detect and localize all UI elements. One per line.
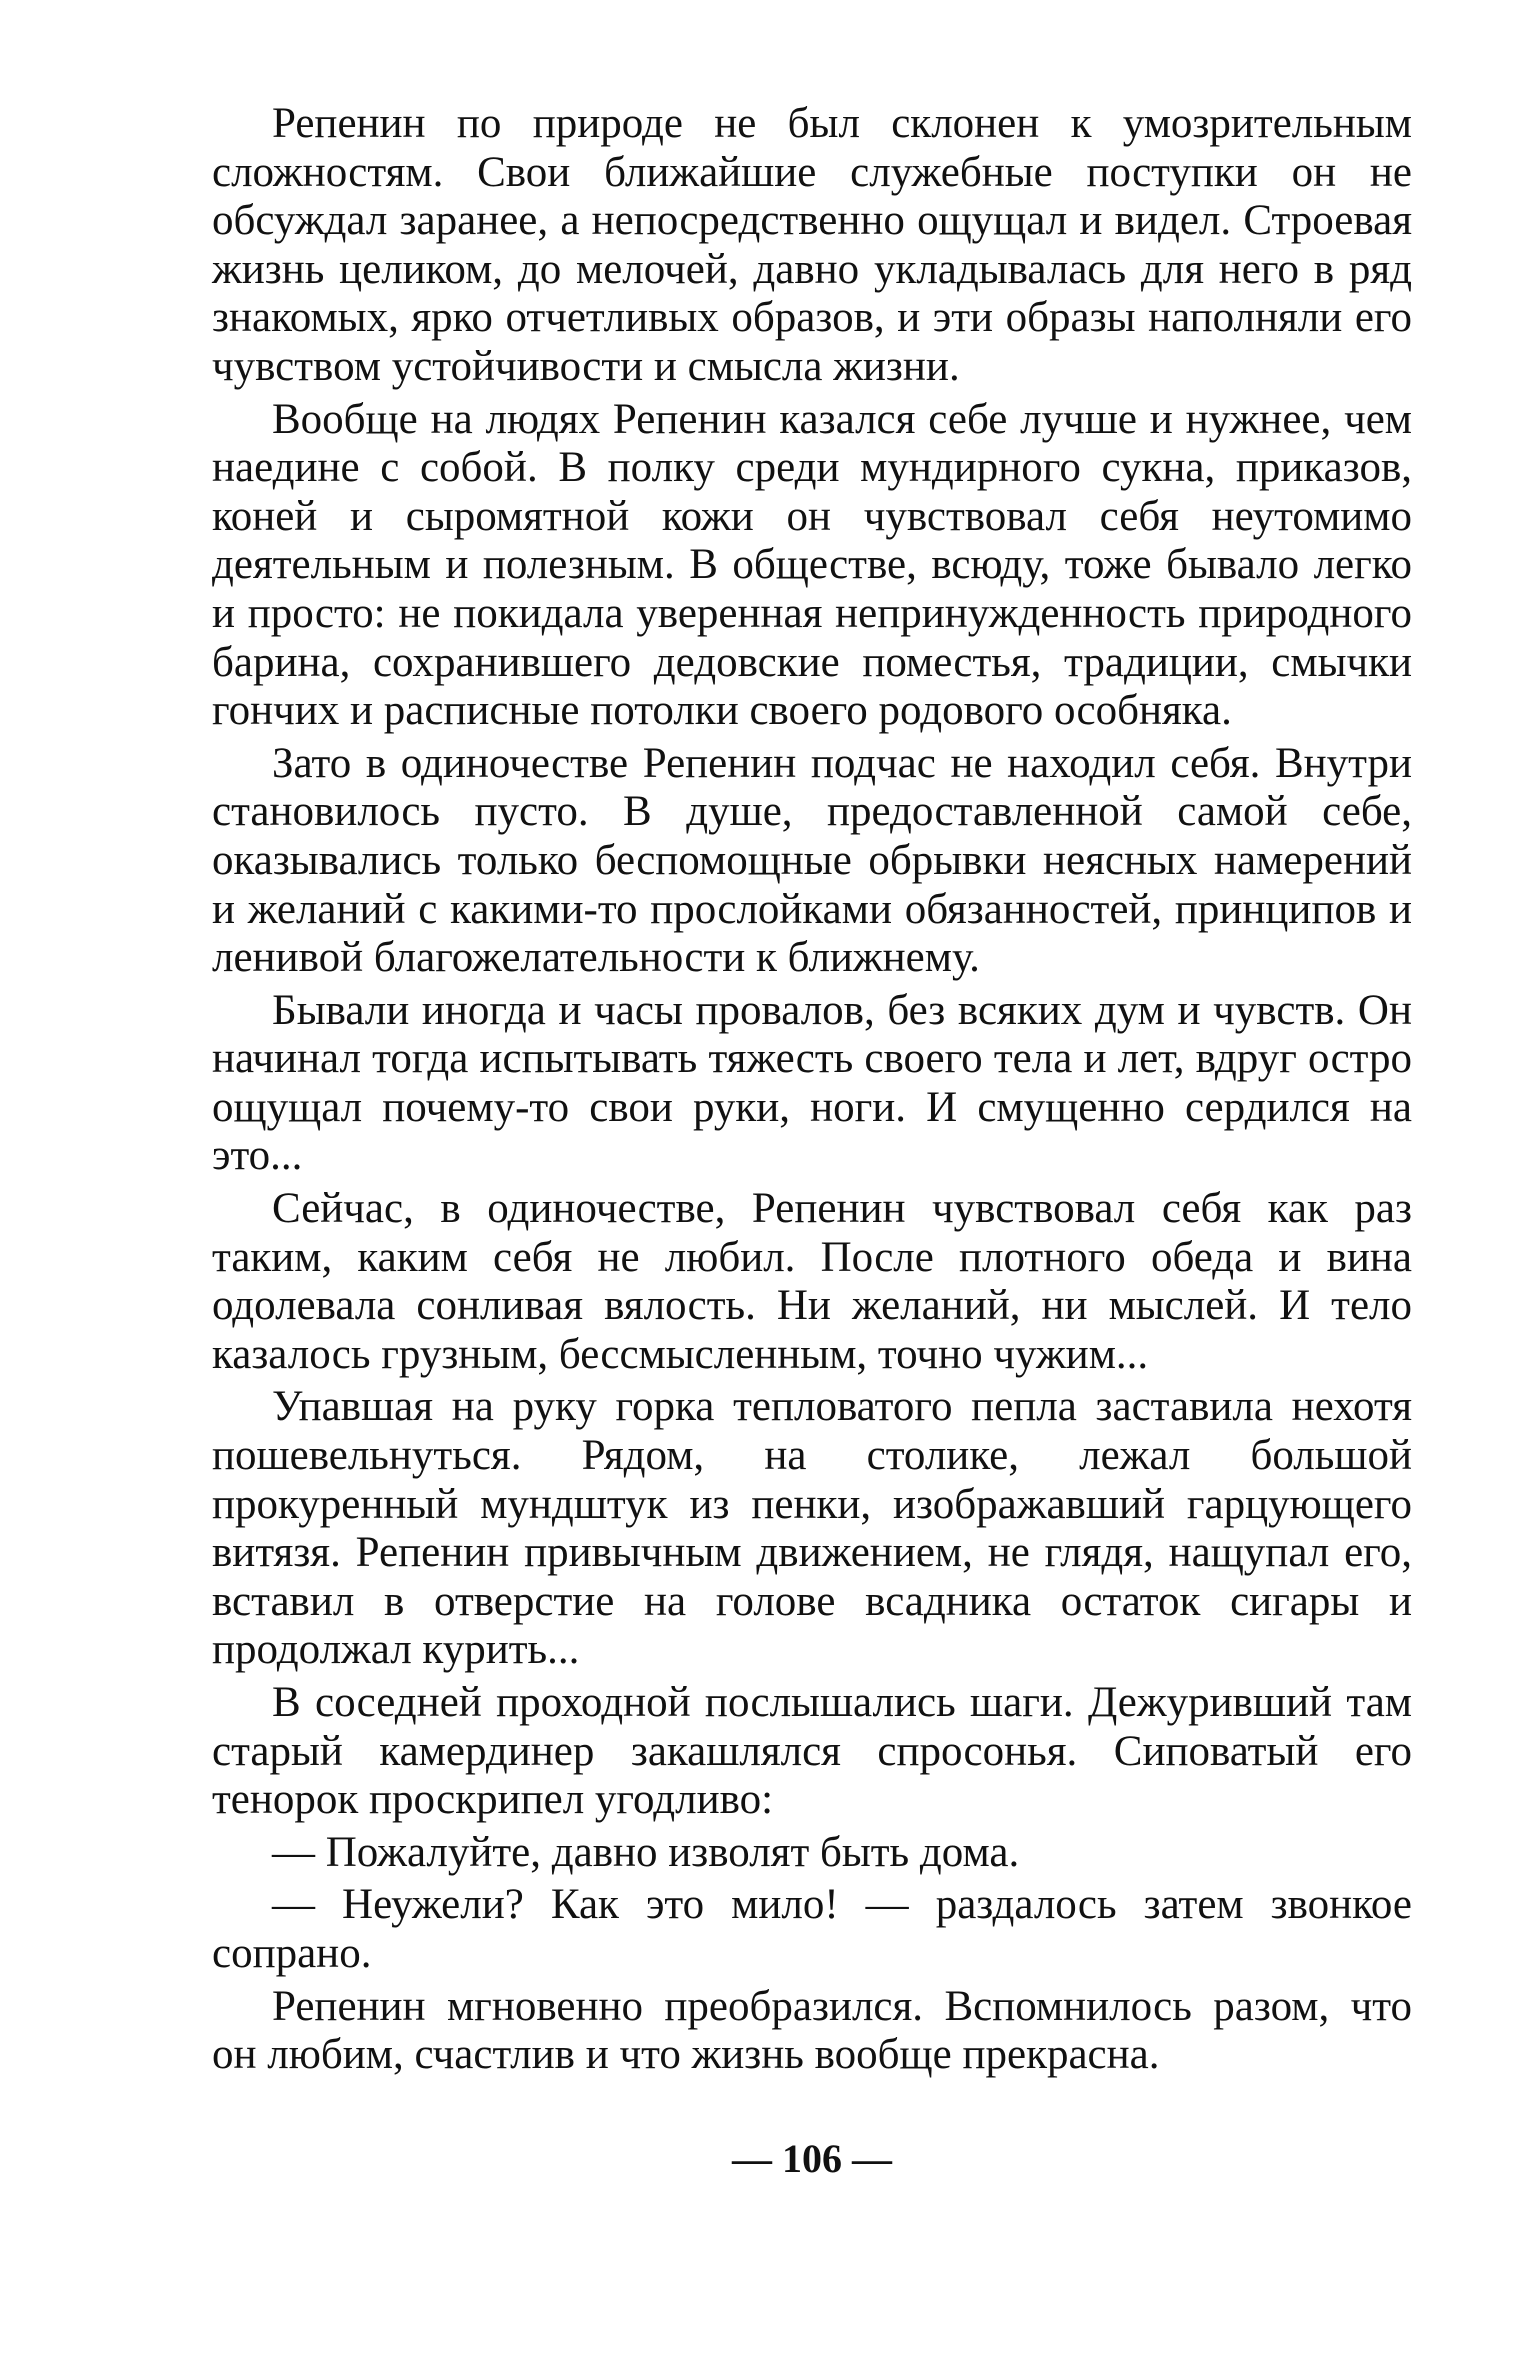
paragraph: Бывали иногда и часы провалов, без всяких дум и чувств. Он начинал тогда испытывать тяжесть своего тела и лет, вдруг остро ощущал почему-то свои руки, ноги. И смущенно сердился на это... [212,986,1412,1180]
paragraph: Репенин по природе не был склонен к умозрительным сложностям. Свои ближайшие служебные поступки он не обсуждал заранее, а непосредственно ощущал и видел. Строевая жизнь целиком, до мелочей, давно укладывалась для него в ряд знакомых, ярко отчетливых образов, и эти образы наполняли его чувством устойчивости и смысла жизни. [212,100,1412,390]
book-page [212,100,1412,2280]
page-number: — 106 — [732,2136,892,2181]
paragraph: В соседней проходной послышались шаги. Дежуривший там старый камердинер закашлялся спросонья. Сиповатый его тенорок проскрипел угодливо: [212,1679,1412,1824]
dialogue-line: — Пожалуйте, давно изволят быть дома. [272,1828,1020,1876]
text-body [212,100,1412,2080]
paragraph: Сейчас, в одиночестве, Репенин чувствовал себя как раз таким, каким себя не любил. После плотного обеда и вина одолевала сонливая вялость. Ни желаний, ни мыслей. И тело казалось грузным, бессмысленным, точно чужим... [212,1185,1412,1378]
paragraph: Репенин мгновенно преобразился. Вспомнилось разом, что он любим, счастлив и что жизнь вообще прекрасна. [212,1982,1412,2079]
paragraph: Упавшая на руку горка тепловатого пепла заставила нехотя пошевельнуться. Рядом, на столике, лежал большой прокуренный мундштук из пенки, изображавший гарцующего витязя. Репенин привычным движением, не глядя, нащупал его, вставил в отверстие на голове всадника остаток сигары и продолжал курить... [212,1383,1412,1674]
dialogue-line: — Неужели? Как это мило! — раздалось затем звонкое сопрано. [212,1881,1412,1977]
paragraph: Зато в одиночестве Репенин подчас не находил себя. Внутри становилось пусто. В душе, предоставленной самой себе, оказывались только беспомощные обрывки неясных намерений и желаний с какими-то прослойками обязанностей, принципов и ленивой благожелательности к ближнему. [212,739,1412,982]
paragraph: Вообще на людях Репенин казался себе лучше и нужнее, чем наедине с собой. В полку среди мундирного сукна, приказов, коней и сыромятной кожи он чувствовал себя неутомимо деятельным и полезным. В обществе, всюду, тоже бывало легко и просто: не покидала уверенная непринужденность природного барина, сохранившего дедовские поместья, традиции, смычки гончих и расписные потолки своего родового особняка. [212,395,1412,735]
